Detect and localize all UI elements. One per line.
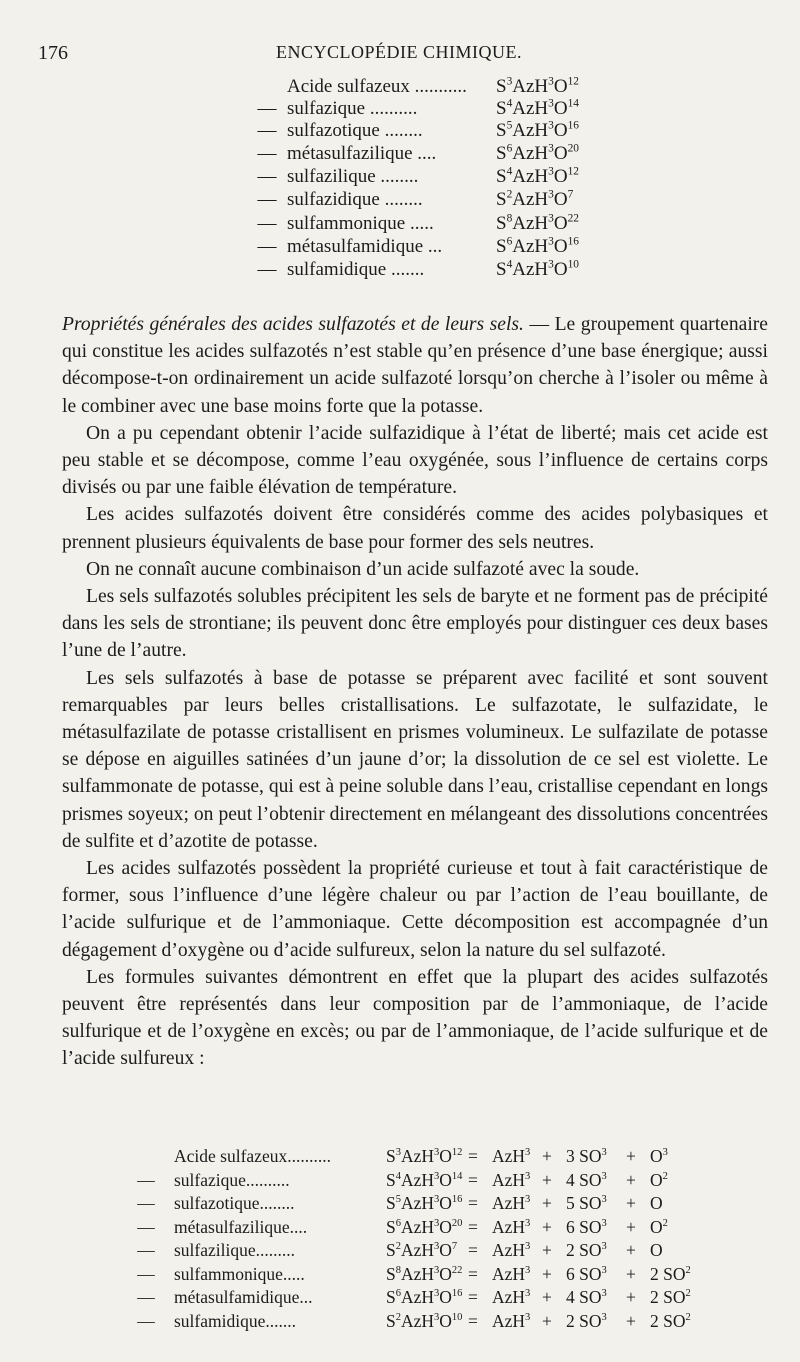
superscript: 4 — [395, 1170, 401, 1182]
plus-sign: + — [626, 1287, 636, 1307]
superscript: 3 — [601, 1311, 607, 1323]
ditto-dash: — — [257, 166, 277, 187]
plus-sign: + — [542, 1146, 552, 1166]
ammonia-term: AzH$^3$ — [492, 1146, 531, 1166]
superscript: 3 — [525, 1170, 531, 1182]
superscript: 3 — [434, 1288, 440, 1300]
third-term: $O^3$ — [650, 1146, 668, 1166]
ditto-dash: — — [137, 1263, 155, 1284]
ammonia-term: AzH$^3$ — [492, 1169, 531, 1190]
superscript: 6 — [395, 1288, 401, 1300]
superscript: 3 — [525, 1288, 531, 1300]
superscript: 8 — [395, 1264, 401, 1276]
chemical-formula: $S^2AzH^3O^{10}$ — [386, 1310, 463, 1331]
acid-name: métasulfamidique ... — [287, 236, 443, 257]
acid-name: sulfamidique ....... — [287, 259, 425, 280]
plus-sign: + — [626, 1146, 636, 1166]
sulfuric-term: 6 $SO^3$ — [566, 1216, 607, 1237]
ditto-dash: — — [137, 1287, 155, 1307]
third-term: 2 $SO^2$ — [650, 1263, 691, 1284]
plus-sign: + — [542, 1310, 552, 1331]
ditto-dash: — — [137, 1240, 155, 1260]
sulfuric-term: 6 $SO^3$ — [566, 1263, 607, 1284]
ditto-dash: — — [137, 1193, 155, 1213]
plus-sign: + — [542, 1263, 552, 1284]
chemical-formula: $S^4AzH^3O^{14}$ — [496, 97, 579, 119]
superscript: 12 — [451, 1147, 463, 1159]
ammonia-term: AzH$^3$ — [492, 1216, 531, 1237]
superscript: 3 — [548, 119, 554, 132]
superscript: 3 — [434, 1147, 440, 1159]
superscript: 3 — [601, 1264, 607, 1276]
acid-name: sulfamidique....... — [174, 1310, 296, 1331]
superscript: 3 — [548, 142, 554, 155]
plus-sign: + — [626, 1216, 636, 1237]
chemical-formula: $S^6AzH^3O^{20}$ — [496, 142, 579, 164]
acid-name: métasulfamidique... — [174, 1287, 313, 1307]
sulfuric-term: 2 $SO^3$ — [566, 1310, 607, 1331]
ditto-dash: — — [137, 1216, 155, 1237]
plus-sign: + — [542, 1193, 552, 1213]
superscript: 3 — [525, 1147, 531, 1159]
superscript: 2 — [662, 1170, 668, 1182]
superscript: 4 — [506, 97, 513, 110]
superscript: 20 — [451, 1217, 463, 1229]
superscript: 3 — [434, 1264, 440, 1276]
plus-sign: + — [626, 1310, 636, 1331]
chemical-formula: $S^6AzH^3O^{20}$ — [386, 1216, 463, 1237]
equals-sign: = — [468, 1310, 478, 1331]
ditto-dash: — — [257, 213, 277, 234]
ammonia-term: AzH$^3$ — [492, 1310, 531, 1331]
paragraph: Les acides sulfazotés possèdent la propriété curieuse et tout à fait caractéristique de former, sous l’influence d’une légère chaleur ou par l’action de l’eau bouillante, de l’acide sulfurique et de l’ammoniaque. Cette décomposition est accompagnée d’un dégagement d’oxygène ou d’acide sulfureux, selon la nature du sel sulfazoté. — [62, 858, 768, 961]
superscript: 3 — [434, 1170, 440, 1182]
chemical-formula: $S^5AzH^3O^{16}$ — [496, 119, 579, 141]
acid-name: sulfazique .......... — [287, 98, 418, 119]
superscript: 3 — [548, 75, 554, 88]
plus-sign: + — [626, 1240, 636, 1260]
chemical-formula: $S^2AzH^3O^7$ — [496, 188, 574, 210]
ditto-dash: — — [257, 236, 277, 257]
acid-name: sulfazidique ........ — [287, 189, 423, 210]
ditto-dash: — — [257, 98, 277, 119]
acid-name: sulfazilique ........ — [287, 166, 419, 187]
sulfuric-term: 2 $SO^3$ — [566, 1240, 607, 1260]
superscript: 14 — [567, 97, 579, 110]
plus-sign: + — [542, 1240, 552, 1260]
equals-sign: = — [468, 1169, 478, 1190]
body-text — [62, 311, 768, 1073]
plus-sign: + — [626, 1193, 636, 1213]
plus-sign: + — [542, 1287, 552, 1307]
superscript: 3 — [525, 1241, 531, 1253]
third-term: O — [650, 1193, 663, 1213]
superscript: 22 — [567, 212, 579, 225]
plus-sign: + — [626, 1169, 636, 1190]
superscript: 3 — [525, 1311, 531, 1323]
superscript: 3 — [395, 1147, 401, 1159]
superscript: 3 — [434, 1241, 440, 1253]
acid-name: sulfammonique ..... — [287, 213, 434, 234]
acid-name: sulfazotique ........ — [287, 120, 423, 141]
page-number: 176 — [38, 42, 68, 64]
superscript: 2 — [685, 1311, 691, 1323]
ammonia-term: AzH$^3$ — [492, 1263, 531, 1284]
page-header — [38, 42, 760, 68]
acid-name: métasulfazilique .... — [287, 143, 437, 164]
equals-sign: = — [468, 1146, 478, 1166]
paragraph: Les sels sulfazotés à base de potasse se préparent avec facilité et sont souvent remarquables par leurs belles cristallisations. Le sulfazotate, le sulfazidate, le métasulfazilate de potasse cristallisent en prismes volumineux. Le sulfazilate de potasse se dépose en aiguilles satinées d’un jaune d’or; la dissolution de ce sel est violette. Le sulfammonate de potasse, qui est à peine soluble dans l’eau, cristallise cependant en longs prismes soyeux; on peut l’obtenir directement en mélangeant des dissolutions concentrées de sulfite et d’azotite de potasse. — [62, 667, 768, 852]
superscript: 10 — [451, 1311, 463, 1323]
chemical-formula: $S^8AzH^3O^{22}$ — [386, 1263, 463, 1284]
paragraph — [62, 311, 768, 420]
acid-name: sulfazique.......... — [174, 1169, 290, 1190]
third-term: O — [650, 1240, 663, 1260]
superscript: 3 — [434, 1311, 440, 1323]
superscript: 3 — [548, 188, 554, 201]
superscript: 3 — [548, 258, 554, 271]
acid-name: sulfammonique..... — [174, 1263, 305, 1284]
acid-name: sulfazotique........ — [174, 1193, 295, 1213]
superscript: 16 — [567, 235, 579, 248]
acid-name: métasulfazilique.... — [174, 1216, 308, 1237]
sulfuric-term: 4 $SO^3$ — [566, 1169, 607, 1190]
superscript: 16 — [451, 1194, 463, 1206]
superscript: 2 — [395, 1241, 401, 1253]
third-term: 2 $SO^2$ — [650, 1310, 691, 1331]
paragraph-text: — Le groupement quartenaire qui constitue les acides sulfazotés n’est stable qu’en présence d’une base énergique; aussi décompose-t-on ordinairement un acide sulfazoté lorsqu’on cherche à l’isoler ou même à le combiner avec une base moins forte que la potasse. — [62, 314, 768, 417]
superscript: 3 — [601, 1288, 607, 1300]
superscript: 22 — [451, 1264, 463, 1276]
equals-sign: = — [468, 1240, 478, 1260]
paragraph: Les acides sulfazotés doivent être considérés comme des acides polybasiques et prennent plusieurs équivalents de base pour former des sels neutres. — [62, 504, 768, 553]
ditto-dash: — — [257, 143, 277, 164]
sulfuric-term: 3 $SO^3$ — [566, 1146, 607, 1166]
ammonia-term: AzH$^3$ — [492, 1240, 531, 1260]
superscript: 3 — [525, 1194, 531, 1206]
superscript: 5 — [506, 119, 513, 132]
ammonia-term: AzH$^3$ — [492, 1287, 531, 1307]
superscript: 3 — [434, 1194, 440, 1206]
chemical-formula: $S^6AzH^3O^{16}$ — [496, 235, 579, 257]
superscript: 3 — [525, 1264, 531, 1276]
ditto-dash: — — [257, 259, 277, 280]
superscript: 2 — [662, 1217, 668, 1229]
superscript: 2 — [685, 1264, 691, 1276]
superscript: 3 — [548, 212, 554, 225]
section-heading: Propriétés générales des acides sulfazotés et de leurs sels. — [62, 314, 524, 335]
running-title: ENCYCLOPÉDIE CHIMIQUE. — [276, 42, 522, 62]
superscript: 3 — [601, 1147, 607, 1159]
superscript: 5 — [395, 1194, 401, 1206]
paragraph: On ne connaît aucune combinaison d’un acide sulfazoté avec la soude. — [86, 558, 640, 580]
superscript: 2 — [685, 1288, 691, 1300]
acid-prefix: Acide sulfazeux.......... — [174, 1146, 331, 1166]
equals-sign: = — [468, 1193, 478, 1213]
plus-sign: + — [542, 1216, 552, 1237]
superscript: 3 — [601, 1241, 607, 1253]
ditto-dash: — — [257, 120, 277, 141]
ammonia-term: AzH$^3$ — [492, 1193, 531, 1213]
chemical-formula: $S^5AzH^3O^{16}$ — [386, 1193, 463, 1213]
plus-sign: + — [626, 1263, 636, 1284]
superscript: 2 — [506, 188, 513, 201]
superscript: 10 — [567, 258, 579, 271]
third-term: $O^2$ — [650, 1216, 668, 1237]
equals-sign: = — [468, 1216, 478, 1237]
superscript: 14 — [451, 1170, 463, 1182]
equals-sign: = — [468, 1287, 478, 1307]
superscript: 3 — [662, 1147, 668, 1159]
superscript: 3 — [506, 75, 513, 88]
superscript: 12 — [567, 75, 579, 88]
chemical-formula: $S^3AzH^3O^{12}$ — [386, 1146, 463, 1166]
superscript: 16 — [567, 119, 579, 132]
superscript: 3 — [601, 1194, 607, 1206]
ditto-dash: — — [137, 1310, 155, 1331]
chemical-formula: $S^4AzH^3O^{12}$ — [496, 165, 579, 187]
superscript: 3 — [548, 235, 554, 248]
plus-sign: + — [542, 1169, 552, 1190]
superscript: 3 — [601, 1170, 607, 1182]
ditto-dash: — — [137, 1169, 155, 1190]
paragraph: On a pu cependant obtenir l’acide sulfazidique à l’état de liberté; mais cet acide est peu stable et se décompose, comme l’eau oxygénée, sous l’influence de certains corps divisés ou par une faible élévation de température. — [62, 422, 768, 499]
acid-name: sulfazilique......... — [174, 1240, 296, 1260]
superscript: 7 — [451, 1241, 458, 1253]
superscript: 3 — [434, 1217, 440, 1229]
superscript: 6 — [506, 142, 513, 155]
chemical-formula: $S^8AzH^3O^{22}$ — [496, 212, 579, 234]
chemical-formula: $S^2AzH^3O^7$ — [386, 1240, 458, 1260]
acid-prefix: Acide sulfazeux ........... — [287, 76, 467, 97]
superscript: 3 — [548, 165, 554, 178]
superscript: 3 — [601, 1217, 607, 1229]
superscript: 4 — [506, 165, 513, 178]
sulfuric-term: 5 $SO^3$ — [566, 1193, 607, 1213]
chemical-formula: $S^6AzH^3O^{16}$ — [386, 1287, 463, 1307]
third-term: 2 $SO^2$ — [650, 1287, 691, 1307]
superscript: 6 — [395, 1217, 401, 1229]
ditto-dash: — — [257, 189, 277, 210]
paragraph: Les sels sulfazotés solubles précipitent les sels de baryte et ne forment pas de précipité dans les sels de strontiane; ils peuvent donc être employés pour distinguer ces deux bases l’une de l’autre. — [62, 586, 768, 662]
superscript: 12 — [567, 165, 579, 178]
superscript: 3 — [525, 1217, 531, 1229]
third-term: $O^2$ — [650, 1169, 668, 1190]
superscript: 3 — [548, 97, 554, 110]
equals-sign: = — [468, 1263, 478, 1284]
superscript: 16 — [451, 1288, 463, 1300]
paragraph: Les formules suivantes démontrent en effet que la plupart des acides sulfazotés peuvent être représentés dans leur composition par de l’ammoniaque, de l’acide sulfurique et de l’oxygène en excès; ou par de l’ammoniaque, de l’acide sulfurique et de l’acide sulfureux : — [62, 966, 768, 1070]
superscript: 4 — [506, 258, 513, 271]
chemical-formula: $S^4AzH^3O^{10}$ — [496, 258, 579, 280]
superscript: 7 — [567, 188, 574, 201]
chemical-formula: $S^4AzH^3O^{14}$ — [386, 1169, 463, 1190]
chemical-formula: $S^3AzH^3O^{12}$ — [496, 75, 579, 97]
superscript: 2 — [395, 1311, 401, 1323]
superscript: 6 — [506, 235, 513, 248]
superscript: 8 — [506, 212, 513, 225]
sulfuric-term: 4 $SO^3$ — [566, 1287, 607, 1307]
superscript: 20 — [567, 142, 579, 155]
